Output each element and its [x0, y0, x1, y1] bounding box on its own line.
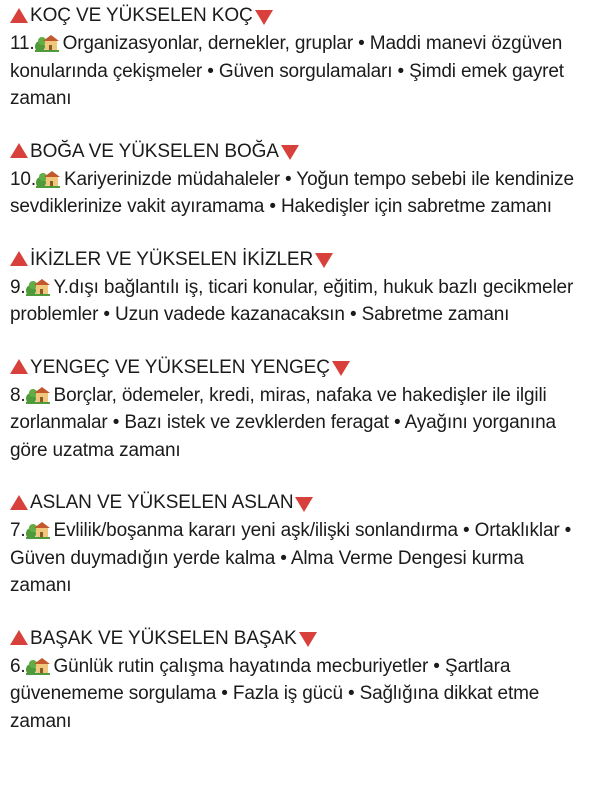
section-heading	[10, 489, 590, 517]
section-heading	[10, 138, 590, 166]
house-number: 8.	[10, 384, 26, 406]
heading-text: YENGEÇ VE YÜKSELEN YENGEÇ	[30, 356, 330, 378]
section-body	[10, 382, 590, 465]
red-triangle-down-icon	[332, 361, 350, 376]
red-triangle-down-icon	[315, 253, 333, 268]
heading-text: KOÇ VE YÜKSELEN KOÇ	[30, 5, 253, 26]
section-description: Evlilik/boşanma kararı yeni aşk/ilişki sonlandırma • Ortaklıklar • Güven duymadığın yerde kalma • Alma Verme Dengesi kurma zamanı	[10, 520, 572, 596]
section-description: Y.dışı bağlantılı iş, ticari konular, eğitim, hukuk bazlı gecikmeler problemler • Uzun vadede kazanacaksın • Sabretme zamanı	[10, 276, 574, 325]
section-description: Günlük rutin çalışma hayatında mecburiyetler • Şartlara güvenememe sorgulama • Fazla iş gücü • Sağlığına dikkat etme zamanı	[10, 655, 540, 732]
sign-section-boga	[10, 138, 590, 221]
sign-section-yengec	[10, 354, 590, 465]
red-triangle-up-icon	[10, 8, 28, 23]
house-number: 11.	[10, 33, 35, 54]
section-body	[10, 653, 590, 736]
sign-section-koc	[10, 2, 590, 113]
section-description: Borçlar, ödemeler, kredi, miras, nafaka ve hakedişler ile ilgili zorlanmalar • Bazı istek ve zevklerden feragat • Ayağını yorganına göre uzatma zamanı	[10, 384, 556, 461]
heading-text: BAŞAK VE YÜKSELEN BAŞAK	[30, 627, 297, 649]
heading-text: ASLAN VE YÜKSELEN ASLAN	[30, 492, 294, 513]
house-with-garden-icon	[26, 519, 50, 539]
heading-text: BOĞA VE YÜKSELEN BOĞA	[30, 140, 279, 162]
red-triangle-down-icon	[281, 145, 299, 160]
red-triangle-up-icon	[10, 359, 28, 374]
house-with-garden-icon	[36, 168, 60, 188]
house-with-garden-icon	[26, 276, 50, 296]
section-body	[10, 517, 590, 600]
sign-section-basak	[10, 625, 590, 736]
section-heading	[10, 625, 590, 653]
house-number: 10.	[10, 168, 36, 190]
section-description: Kariyerinizde müdahaleler • Yoğun tempo sebebi ile kendinize sevdiklerinize vakit ayıramama • Hakedişler için sabretme zamanı	[10, 168, 574, 217]
red-triangle-down-icon	[255, 10, 273, 25]
red-triangle-up-icon	[10, 630, 28, 645]
house-number: 9.	[10, 276, 26, 298]
section-heading	[10, 354, 590, 382]
house-with-garden-icon	[26, 655, 50, 675]
red-triangle-down-icon	[295, 497, 313, 512]
house-with-garden-icon	[26, 384, 50, 404]
section-body	[10, 274, 590, 329]
red-triangle-down-icon	[299, 632, 317, 647]
section-body	[10, 166, 590, 221]
red-triangle-up-icon	[10, 251, 28, 266]
sign-section-ikizler	[10, 246, 590, 329]
section-description: Organizasyonlar, dernekler, gruplar • Maddi manevi özgüven konularında çekişmeler • Güven sorgulamaları • Şimdi emek gayret zamanı	[10, 33, 564, 109]
section-heading	[10, 246, 590, 274]
sign-section-aslan	[10, 489, 590, 600]
house-with-garden-icon	[35, 32, 59, 52]
house-number: 7.	[10, 520, 26, 541]
red-triangle-up-icon	[10, 495, 28, 510]
section-body	[10, 30, 590, 113]
heading-text: İKİZLER VE YÜKSELEN İKİZLER	[30, 248, 314, 270]
house-number: 6.	[10, 655, 26, 677]
section-heading	[10, 2, 590, 30]
red-triangle-up-icon	[10, 143, 28, 158]
